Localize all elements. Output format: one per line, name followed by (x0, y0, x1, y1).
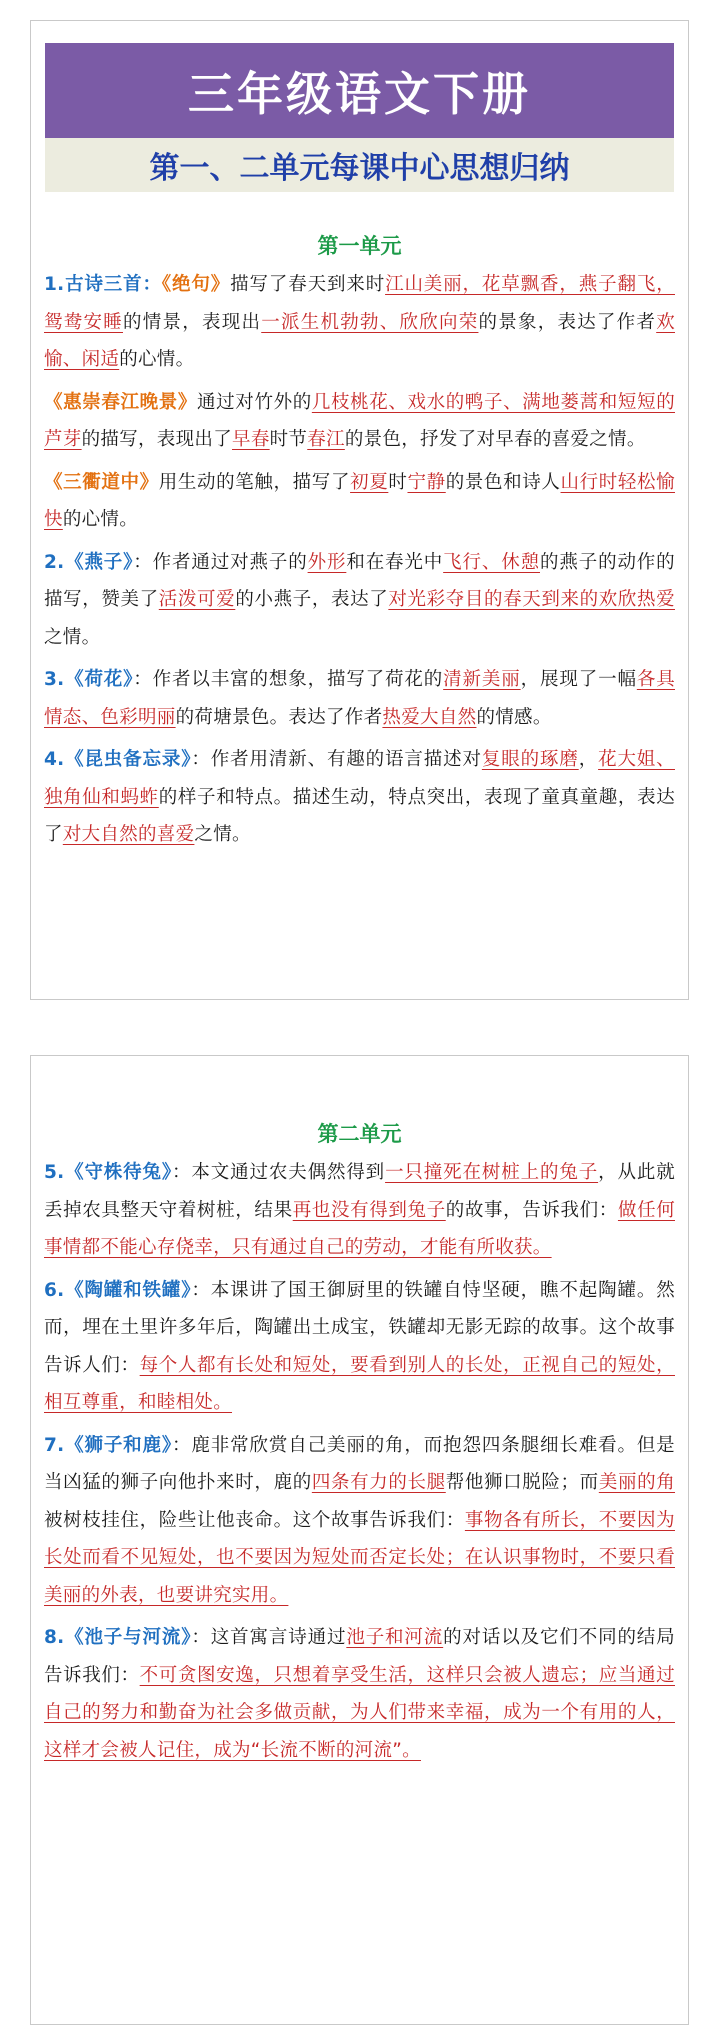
key-phrase: 外形 (307, 551, 347, 573)
text: 的描写，表现出了 (81, 429, 233, 450)
text: 和在春光中 (346, 551, 444, 573)
key-phrase: 江山美丽，花草飘香，燕子翻飞，鸳鸯安睡 (44, 274, 675, 333)
text: ：作者用清新、有趣的语言描述对 (191, 749, 482, 770)
lesson-5-paragraph (44, 1154, 675, 1267)
lesson-number: 2. (44, 551, 65, 573)
key-phrase: 热爱大自然 (382, 706, 477, 728)
key-phrase: 山行时轻松愉快 (44, 471, 675, 530)
key-phrase: 对光彩夺目的春天到来的欢欣热爱 (388, 589, 675, 610)
lesson-8-paragraph (44, 1619, 675, 1769)
lesson-number: 7. (44, 1434, 65, 1456)
page-title: 三年级语文下册 (45, 43, 674, 138)
text: 的对话以及它们不同的结局告诉我们： (44, 1627, 675, 1686)
key-phrase: 复眼的琢磨 (481, 749, 579, 770)
page-subtitle: 第一、二单元每课中心思想归纳 (45, 138, 674, 192)
text: 描写了春天到来时 (230, 274, 386, 295)
lesson-title: 《荷花》 (64, 669, 134, 690)
key-phrase: 四条有力的长腿 (311, 1472, 446, 1493)
unit-two-card (30, 1055, 689, 2025)
text: 的景色和诗人 (445, 471, 561, 493)
lesson-6-paragraph (44, 1272, 675, 1422)
text: 之情。 (194, 824, 251, 845)
text: 时节 (269, 429, 308, 450)
poem-3-paragraph (44, 464, 675, 539)
key-phrase: 每个人都有长处和短处，要看到别人的长处，正视自己的短处，相互尊重，和睦相处。 (44, 1354, 675, 1413)
key-phrase: 欢愉、闲适 (44, 311, 675, 370)
text: 之情。 (44, 626, 101, 648)
unit-one-card (30, 20, 689, 1000)
lesson-7-paragraph (44, 1427, 675, 1615)
lesson-title: 《昆虫备忘录》 (64, 749, 192, 770)
key-phrase: 美丽的角 (598, 1472, 676, 1493)
text: ：作者以丰富的想象，描写了荷花的 (133, 669, 444, 690)
lesson-title: 古诗三首： (64, 274, 162, 295)
lesson-number: 3. (44, 669, 65, 690)
text: 用生动的笔触，描写了 (158, 471, 351, 493)
lesson-title: 《燕子》 (64, 551, 134, 573)
text: 的心情。 (62, 509, 139, 530)
poem-title: 《三衢道中》 (44, 471, 159, 493)
text: ：这首寓言诗通过 (191, 1627, 347, 1648)
key-phrase: 再也没有得到兔子 (292, 1199, 446, 1221)
lesson-number: 1. (44, 274, 65, 295)
text: ：作者通过对燕子的 (133, 551, 308, 573)
key-phrase: 飞行、休憩 (443, 551, 540, 573)
text: 的故事，告诉我们： (445, 1199, 618, 1221)
text: ：鹿非常欣赏自己美丽的角，而抱怨四条腿细长难看。但是当凶猛的狮子向他扑来时，鹿的 (44, 1434, 675, 1493)
key-phrase: 宁静 (407, 471, 446, 493)
key-phrase: 春江 (307, 429, 345, 450)
lesson-number: 4. (44, 749, 65, 770)
text: 帮他狮口脱险；而 (445, 1472, 599, 1493)
text: ， (578, 749, 599, 770)
lesson-number: 5. (44, 1162, 65, 1183)
key-phrase: 初夏 (350, 471, 389, 493)
text: ，展现了一幅 (520, 669, 637, 690)
text: ：本文通过农夫偶然得到 (172, 1162, 386, 1183)
key-phrase: 各具情态、色彩明丽 (44, 669, 675, 728)
key-phrase: 事物各有所长，不要因为长处而看不见短处，也不要因为短处而否定长处；在认识事物时，不要只看美丽的外表，也要讲究实用。 (44, 1509, 675, 1606)
key-phrase: 清新美丽 (443, 669, 521, 690)
text: 的心情。 (119, 349, 195, 370)
text: 的景色，抒发了对早春的喜爱之情。 (344, 429, 646, 450)
text: 的小燕子，表达了 (235, 589, 389, 610)
key-phrase: 活泼可爱 (158, 589, 236, 610)
text: 被树枝挂住，险些让他丧命。这个故事告诉我们： (44, 1509, 465, 1531)
lesson-1-paragraph (44, 266, 675, 379)
text: 时 (388, 471, 408, 493)
lesson-number: 6. (44, 1279, 65, 1301)
key-phrase: 早春 (232, 429, 270, 450)
poem-2-paragraph (44, 384, 675, 459)
key-phrase: 花大姐、独角仙和蚂蚱 (44, 749, 675, 808)
lesson-title: 《陶罐和铁罐》 (64, 1279, 192, 1301)
lesson-2-paragraph (44, 544, 675, 657)
text: 的样子和特点。描述生动，特点突出，表现了童真童趣，表达了 (44, 786, 675, 845)
key-phrase: 一只撞死在树桩上的兔子 (385, 1162, 599, 1183)
poem-title: 《惠崇春江晚景》 (44, 391, 198, 413)
unit-two-heading: 第二单元 (317, 1122, 402, 1146)
text: 的燕子的动作的描写，赞美了 (44, 551, 675, 610)
lesson-title: 《池子与河流》 (64, 1627, 192, 1648)
lesson-number: 8. (44, 1627, 65, 1648)
lesson-title: 《狮子和鹿》 (64, 1434, 173, 1456)
lesson-3-paragraph (44, 661, 675, 736)
key-phrase: 做任何事情都不能心存侥幸，只有通过自己的劳动，才能有所收获。 (44, 1199, 675, 1258)
text: ：本课讲了国王御厨里的铁罐自恃坚硬，瞧不起陶罐。然而，埋在土里许多年后，陶罐出土成宝，铁罐却无影无踪的故事。这个故事告诉人们： (44, 1279, 675, 1376)
text: 通过对竹外的 (197, 391, 312, 413)
lesson-title: 《守株待兔》 (64, 1162, 173, 1183)
key-phrase: 不可贪图安逸，只想着享受生活，这样只会被人遗忘；应当通过自己的努力和勤奋为社会多做贡献，为人们带来幸福，成为一个有用的人，这样才会被人记住，成为“长流不断的河流”。 (44, 1664, 675, 1761)
text: 的景象，表达了作者 (478, 311, 657, 333)
text: ，从此就丢掉农具整天守着树桩，结果 (44, 1162, 675, 1221)
text: 的情感。 (476, 706, 552, 728)
poem-title: 《绝句》 (161, 274, 231, 295)
key-phrase: 一派生机勃勃、欣欣向荣 (261, 311, 479, 333)
key-phrase: 对大自然的喜爱 (62, 824, 195, 845)
key-phrase: 几枝桃花、戏水的鸭子、满地蒌蒿和短短的芦芽 (44, 391, 675, 450)
unit-one-heading: 第一单元 (317, 234, 402, 258)
key-phrase: 池子和河流 (346, 1627, 444, 1648)
text: 的荷塘景色。表达了作者 (175, 706, 383, 728)
lesson-4-paragraph (44, 741, 675, 854)
text: 的情景，表现出 (123, 311, 262, 333)
